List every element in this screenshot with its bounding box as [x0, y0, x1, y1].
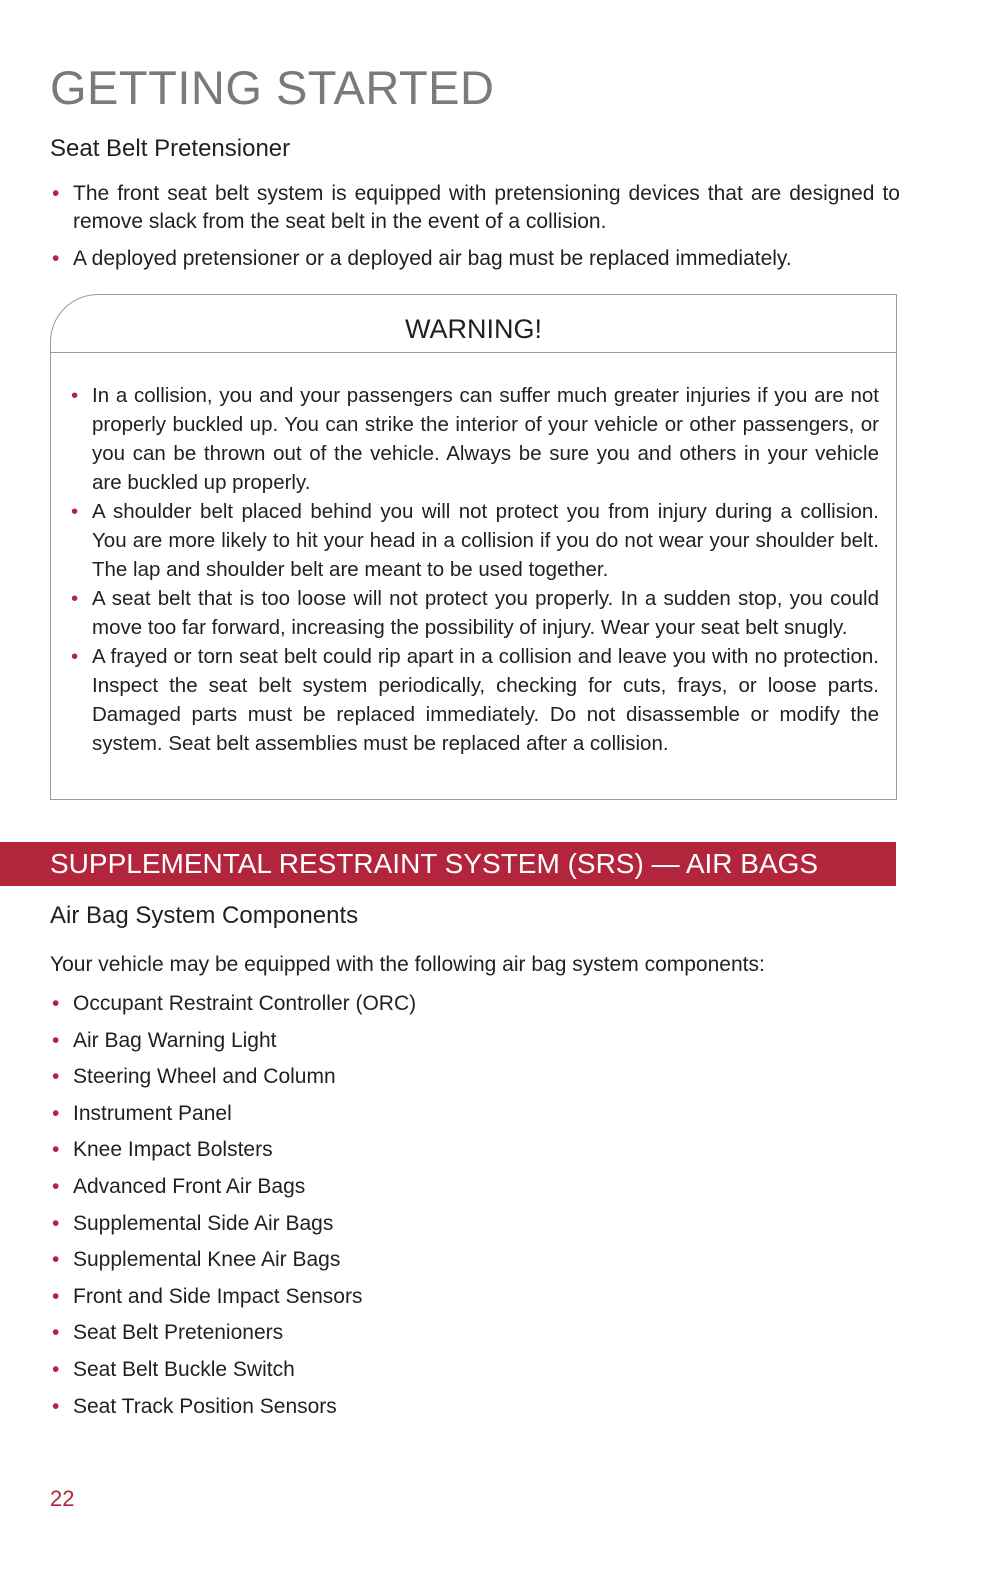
- bullet-icon: •: [52, 1211, 60, 1235]
- warning-box: [50, 294, 897, 800]
- list-item: • Seat Belt Buckle Switch: [50, 1356, 900, 1384]
- bullet-icon: •: [52, 1321, 60, 1345]
- bullet-icon: •: [52, 247, 60, 270]
- bullet-icon: •: [71, 500, 79, 523]
- warning-list: [71, 381, 879, 758]
- airbag-components-list: [50, 990, 900, 1429]
- list-item: • In a collision, you and your passengers can suffer much greater injuries if you are not properly buckled up. You can strike the interior of your vehicle or other passengers, or you can be thrown out of the vehicle. Always be sure you and others in your vehicle are buckled up properly.: [71, 381, 879, 497]
- airbag-components-heading: Air Bag System Components: [50, 902, 359, 929]
- list-item: • Occupant Restraint Controller (ORC): [50, 990, 900, 1018]
- list-item: • A shoulder belt placed behind you will not protect you from injury during a collision. You are more likely to hit your head in a collision if you do not wear your shoulder belt. The lap and shoulder belt are meant to be used together.: [71, 497, 879, 584]
- airbag-intro: Your vehicle may be equipped with the following air bag system components:: [50, 953, 765, 976]
- list-item: • Air Bag Warning Light: [50, 1027, 900, 1055]
- list-item: • Supplemental Side Air Bags: [50, 1210, 900, 1238]
- list-item: • Seat Belt Pretenioners: [50, 1319, 900, 1347]
- srs-banner-title: SUPPLEMENTAL RESTRAINT SYSTEM (SRS) — AIR BAGS: [50, 848, 819, 879]
- bullet-icon: •: [52, 1101, 60, 1125]
- list-item: • Front and Side Impact Sensors: [50, 1283, 900, 1311]
- list-item: • Seat Track Position Sensors: [50, 1393, 900, 1421]
- bullet-icon: •: [52, 1065, 60, 1089]
- bullet-icon: •: [71, 645, 79, 668]
- bullet-icon: •: [52, 1028, 60, 1052]
- bullet-icon: •: [52, 1138, 60, 1162]
- bullet-icon: •: [52, 1174, 60, 1198]
- chapter-title: GETTING STARTED: [50, 61, 495, 114]
- bullet-icon: •: [52, 1357, 60, 1381]
- pretensioner-heading: Seat Belt Pretensioner: [50, 135, 291, 162]
- list-item: • Steering Wheel and Column: [50, 1063, 900, 1091]
- bullet-icon: •: [52, 1394, 60, 1418]
- bullet-icon: •: [52, 992, 60, 1015]
- pretensioner-list: [50, 180, 900, 282]
- list-item: • Instrument Panel: [50, 1100, 900, 1128]
- list-item: • A seat belt that is too loose will not protect you properly. In a sudden stop, you could move too far forward, increasing the possibility of injury. Wear your seat belt snugly.: [71, 584, 879, 642]
- bullet-icon: •: [52, 182, 60, 205]
- srs-banner: [0, 842, 896, 886]
- list-item: • The front seat belt system is equipped with pretensioning devices that are designed to remove slack from the seat belt in the event of a collision.: [52, 182, 900, 233]
- page-number: 22: [50, 1486, 75, 1511]
- list-item: • Advanced Front Air Bags: [50, 1173, 900, 1201]
- list-item: • A frayed or torn seat belt could rip apart in a collision and leave you with no protection. Inspect the seat belt system periodically, checking for cuts, frays, or loose parts. Damaged parts must be replaced immediately. Do not disassemble or modify the system. Seat belt assemblies must be replaced after a collision.: [71, 642, 879, 758]
- bullet-icon: •: [52, 1248, 60, 1272]
- bullet-icon: •: [52, 1284, 60, 1308]
- bullet-icon: •: [71, 587, 79, 610]
- list-item: • A deployed pretensioner or a deployed air bag must be replaced immediately.: [50, 245, 900, 273]
- bullet-icon: •: [71, 384, 79, 407]
- list-item: • Supplemental Knee Air Bags: [50, 1246, 900, 1274]
- list-item: • Knee Impact Bolsters: [50, 1136, 900, 1164]
- warning-title: WARNING!: [51, 295, 896, 353]
